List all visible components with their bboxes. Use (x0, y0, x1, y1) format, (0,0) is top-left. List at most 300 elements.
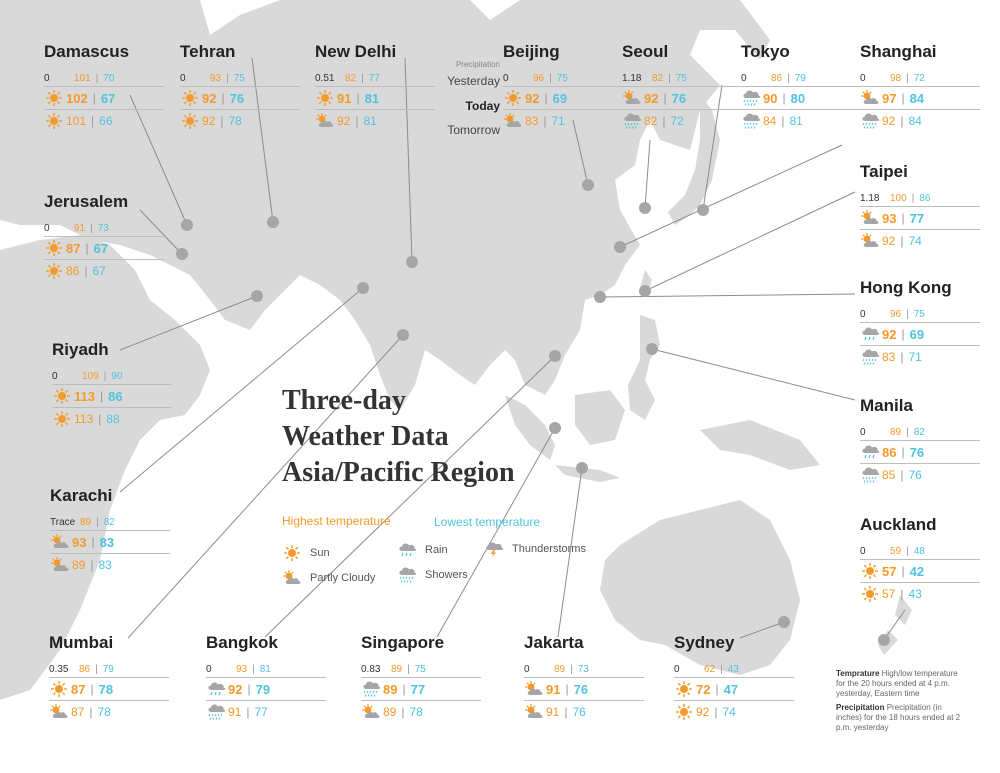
low-temp: 77 (909, 210, 925, 226)
sun-icon (180, 89, 200, 107)
divider: | (787, 72, 790, 84)
high-temp: 86 (771, 72, 783, 84)
high-temp: 72 (696, 681, 711, 697)
divider: | (662, 114, 666, 128)
leader-seoul (645, 140, 650, 208)
divider: | (91, 114, 95, 128)
leader-manila (652, 349, 855, 400)
showers-icon (622, 112, 642, 130)
divider: | (906, 72, 909, 84)
title-line-2: Weather Data (282, 421, 449, 452)
divider: | (220, 114, 224, 128)
legend-item-rain (397, 541, 448, 559)
city-marker-hong-kong (594, 291, 606, 303)
city-panel-sydney (674, 633, 794, 723)
city-marker-beijing (582, 179, 594, 191)
legend (282, 514, 602, 594)
high-temp: 96 (533, 72, 545, 84)
yesterday-row (44, 220, 164, 236)
legend-lowest-label: Lowest temperature (434, 515, 541, 529)
city-name: Jakarta (524, 633, 584, 652)
low-temp: 74 (722, 705, 736, 719)
low-temp: 76 (671, 90, 687, 106)
yesterday-row (315, 70, 435, 86)
precipitation-value: 0 (206, 663, 212, 675)
divider: | (544, 91, 548, 105)
city-panel-tehran (180, 42, 300, 132)
divider: | (96, 516, 99, 528)
high-temp: 89 (890, 426, 902, 438)
city-panel-damascus (44, 42, 164, 132)
partly-cloudy-icon (49, 703, 69, 721)
high-temp: 113 (74, 412, 94, 426)
city-marker-jerusalem (176, 248, 188, 260)
high-temp: 89 (554, 663, 566, 675)
low-temp: 43 (908, 587, 922, 601)
low-temp: 74 (908, 234, 922, 248)
high-temp: 98 (890, 72, 902, 84)
low-temp: 78 (409, 705, 423, 719)
low-temp: 72 (913, 72, 925, 84)
yesterday-row (741, 70, 861, 86)
city-panel-seoul (622, 42, 742, 132)
low-temp: 78 (228, 114, 242, 128)
low-temp: 67 (92, 264, 106, 278)
title-block (282, 383, 515, 491)
divider: | (99, 389, 104, 403)
low-temp: 75 (414, 663, 426, 675)
precipitation-value: 0 (860, 426, 866, 438)
row-label-today: Today (465, 99, 500, 113)
divider: | (98, 412, 102, 426)
sun-icon (315, 89, 335, 107)
city-panel-bangkok (206, 633, 326, 723)
today-row (361, 677, 481, 700)
divider: | (84, 264, 88, 278)
high-temp: 86 (66, 264, 80, 278)
high-temp: 62 (704, 663, 716, 675)
legend-item-partly-cloudy (282, 569, 375, 587)
showers-icon (206, 703, 226, 721)
tomorrow-row (49, 700, 169, 723)
low-temp: 83 (98, 558, 112, 572)
note-temperature-text: High/low temperature for the 20 hours ended at 4 p.m. yesterday, Eastern time (836, 669, 958, 698)
today-row (52, 384, 172, 407)
precipitation-value: 0 (524, 663, 530, 675)
high-temp: 92 (882, 326, 897, 342)
note-precipitation-text: Precipitation (in inches) for the 18 hours ended at 2 p.m. yesterday (836, 703, 961, 732)
partly-cloudy-icon (860, 209, 880, 227)
divider: | (715, 682, 719, 696)
high-temp: 57 (882, 587, 896, 601)
tomorrow-row (860, 229, 980, 252)
showers-icon (397, 566, 417, 584)
today-row (741, 86, 861, 109)
divider: | (570, 663, 573, 675)
divider: | (911, 192, 915, 204)
title-line-1: Three-day (282, 385, 406, 416)
high-temp: 87 (71, 681, 86, 697)
sun-icon (503, 89, 523, 107)
yesterday-row (206, 661, 326, 677)
city-marker-shanghai (614, 241, 626, 253)
sun-icon (44, 262, 64, 280)
legend-label-rain: Rain (425, 544, 448, 556)
city-marker-mumbai (397, 329, 409, 341)
sun-icon (49, 680, 69, 698)
divider: | (356, 91, 360, 105)
sun-icon (674, 703, 694, 721)
city-name: Mumbai (49, 633, 114, 652)
showers-icon (361, 680, 381, 698)
high-temp: 87 (66, 240, 81, 256)
divider: | (92, 91, 96, 105)
low-temp: 90 (111, 370, 123, 382)
yesterday-row (860, 70, 980, 86)
low-temp: 67 (93, 240, 109, 256)
high-temp: 102 (66, 90, 88, 106)
city-name: Jerusalem (44, 192, 129, 211)
yesterday-row (180, 70, 300, 86)
divider: | (901, 327, 905, 341)
legend-item-sun (282, 544, 330, 562)
city-panel-karachi (50, 486, 170, 576)
high-temp: 92 (337, 114, 351, 128)
divider: | (900, 468, 904, 482)
low-temp: 78 (98, 681, 114, 697)
low-temp: 66 (99, 114, 113, 128)
legend-label-partly-cloudy: Partly Cloudy (310, 572, 376, 584)
precipitation-value: 0 (741, 72, 747, 84)
partly-cloudy-icon (622, 89, 642, 107)
today-row (860, 322, 980, 345)
partly-cloudy-icon (503, 112, 523, 130)
divider: | (91, 535, 95, 549)
high-temp: 85 (882, 468, 896, 482)
showers-icon (741, 89, 761, 107)
city-marker-auckland (878, 634, 890, 646)
tomorrow-row (52, 407, 172, 430)
today-row (503, 86, 623, 109)
city-panel-tokyo (741, 42, 861, 132)
tomorrow-row (860, 463, 980, 486)
divider: | (221, 91, 225, 105)
today-row (180, 86, 300, 109)
low-temp: 76 (229, 90, 245, 106)
city-panel-beijing (503, 42, 623, 132)
today-row (50, 530, 170, 553)
low-temp: 79 (255, 681, 271, 697)
precipitation-value: 1.18 (622, 72, 642, 84)
yesterday-row (44, 70, 164, 86)
yesterday-row (860, 543, 980, 559)
city-name: Auckland (860, 515, 937, 534)
low-temp: 75 (913, 308, 925, 320)
high-temp: 101 (74, 72, 91, 84)
partly-cloudy-icon (524, 680, 544, 698)
city-marker-karachi (357, 282, 369, 294)
high-temp: 96 (890, 308, 902, 320)
high-temp: 91 (546, 681, 561, 697)
divider: | (252, 663, 255, 675)
high-temp: 86 (882, 444, 897, 460)
today-row (49, 677, 169, 700)
high-temp: 82 (345, 72, 357, 84)
precipitation-value: 0 (860, 72, 866, 84)
city-panel-shanghai (860, 42, 980, 132)
leader-hong-kong (600, 294, 855, 297)
high-temp: 89 (383, 681, 398, 697)
divider: | (714, 705, 718, 719)
low-temp: 81 (364, 90, 380, 106)
divider: | (900, 587, 904, 601)
divider: | (90, 682, 94, 696)
yesterday-row (49, 661, 169, 677)
high-temp: 101 (66, 114, 87, 128)
precipitation-value: 0 (860, 308, 866, 320)
tomorrow-row (503, 109, 623, 132)
divider: | (90, 222, 93, 234)
divider: | (95, 72, 99, 84)
sun-icon (860, 585, 880, 603)
legend-label-showers: Showers (425, 569, 468, 581)
city-name: Riyadh (52, 340, 109, 359)
tomorrow-row (44, 109, 164, 132)
precipitation-value: 0.51 (315, 72, 335, 84)
divider: | (89, 705, 93, 719)
precipitation-value: 1.18 (860, 192, 880, 204)
today-row (524, 677, 644, 700)
yesterday-row (52, 368, 172, 384)
row-label-precipitation: Precipitation (455, 60, 500, 69)
low-temp: 88 (106, 412, 120, 426)
high-temp: 89 (391, 663, 403, 675)
partly-cloudy-icon (860, 232, 880, 250)
today-row (44, 236, 164, 259)
divider: | (407, 663, 410, 675)
partly-cloudy-icon (524, 703, 544, 721)
divider: | (906, 545, 909, 557)
tomorrow-row (741, 109, 861, 132)
low-temp: 48 (913, 545, 925, 557)
sun-icon (282, 544, 302, 562)
divider: | (246, 705, 250, 719)
low-temp: 73 (97, 222, 109, 234)
yesterday-row (860, 424, 980, 440)
low-temp: 80 (790, 90, 806, 106)
divider: | (901, 91, 905, 105)
high-temp: 91 (74, 222, 86, 234)
high-temp: 93 (210, 72, 222, 84)
legend-label-sun: Sun (310, 547, 330, 559)
philippines-islands (628, 315, 660, 420)
divider: | (247, 682, 251, 696)
tomorrow-row (315, 109, 435, 132)
yesterday-row (50, 514, 170, 530)
low-temp: 73 (577, 663, 589, 675)
high-temp: 92 (882, 234, 896, 248)
divider: | (95, 663, 98, 675)
precipitation-value: 0 (674, 663, 680, 675)
precipitation-value: 0 (503, 72, 509, 84)
city-panel-jerusalem (44, 192, 164, 282)
divider: | (906, 426, 909, 438)
city-marker-jakarta (576, 462, 588, 474)
showers-icon (860, 348, 880, 366)
tomorrow-row (50, 553, 170, 576)
showers-icon (741, 112, 761, 130)
today-row (206, 677, 326, 700)
sun-icon (52, 410, 72, 428)
city-marker-tokyo (697, 204, 709, 216)
high-temp: 89 (72, 558, 86, 572)
low-temp: 79 (102, 663, 114, 675)
today-row (860, 559, 980, 582)
city-name: Bangkok (206, 633, 278, 652)
low-temp: 77 (254, 705, 268, 719)
divider: | (103, 370, 107, 382)
precipitation-value: 0 (860, 545, 866, 557)
today-row (622, 86, 742, 109)
city-name: Sydney (674, 633, 735, 652)
city-marker-damascus (181, 219, 193, 231)
divider: | (355, 114, 359, 128)
today-row (315, 86, 435, 109)
footnotes (836, 669, 966, 733)
tomorrow-row (524, 700, 644, 723)
low-temp: 75 (675, 72, 687, 84)
thunderstorm-icon (484, 540, 504, 558)
tomorrow-row (674, 700, 794, 723)
city-name: Hong Kong (860, 278, 952, 297)
sun-icon (52, 387, 72, 405)
title-line-3: Asia/Pacific Region (282, 457, 515, 488)
low-temp: 76 (573, 681, 589, 697)
city-marker-bangkok (549, 350, 561, 362)
divider: | (402, 682, 406, 696)
city-panel-hong-kong (860, 278, 980, 368)
precipitation-value: 0 (44, 222, 50, 234)
low-temp: 82 (103, 516, 115, 528)
high-temp: 87 (71, 705, 85, 719)
today-row (860, 440, 980, 463)
low-temp: 81 (363, 114, 377, 128)
tomorrow-row (180, 109, 300, 132)
tomorrow-row (860, 582, 980, 605)
tomorrow-row (860, 345, 980, 368)
yesterday-row (860, 306, 980, 322)
sun-icon (674, 680, 694, 698)
tomorrow-row (44, 259, 164, 282)
legend-item-showers (397, 566, 468, 584)
low-temp: 76 (908, 468, 922, 482)
low-temp: 82 (913, 426, 925, 438)
yesterday-row (503, 70, 623, 86)
precipitation-value: 0.35 (49, 663, 69, 675)
divider: | (900, 350, 904, 364)
yesterday-row (622, 70, 742, 86)
divider: | (782, 91, 786, 105)
sun-icon (44, 89, 64, 107)
low-temp: 47 (723, 681, 739, 697)
note-temperature-head: Temprature (836, 669, 880, 678)
city-marker-tehran (267, 216, 279, 228)
city-name: Karachi (50, 486, 113, 505)
rain-icon (397, 541, 417, 559)
divider: | (901, 564, 905, 578)
city-marker-riyadh (251, 290, 263, 302)
precipitation-value: 0 (52, 370, 58, 382)
low-temp: 76 (909, 444, 925, 460)
yesterday-row (361, 661, 481, 677)
low-temp: 75 (556, 72, 568, 84)
city-marker-manila (646, 343, 658, 355)
today-row (860, 206, 980, 229)
high-temp: 92 (202, 90, 217, 106)
today-row (44, 86, 164, 109)
sun-icon (860, 562, 880, 580)
legend-highest-label: Highest temperature (282, 514, 391, 528)
city-name: Shanghai (860, 42, 937, 61)
borneo-island (575, 390, 625, 445)
low-temp: 86 (108, 388, 123, 404)
divider: | (906, 308, 909, 320)
city-name: Manila (860, 396, 913, 415)
leader-shanghai (620, 145, 842, 247)
rain-icon (206, 680, 226, 698)
divider: | (901, 211, 905, 225)
high-temp: 59 (890, 545, 902, 557)
high-temp: 83 (525, 114, 539, 128)
showers-icon (860, 112, 880, 130)
today-row (674, 677, 794, 700)
partly-cloudy-icon (282, 569, 302, 587)
today-row (860, 86, 980, 109)
low-temp: 84 (909, 90, 925, 106)
city-name: New Delhi (315, 42, 397, 61)
high-temp: 92 (228, 681, 243, 697)
high-temp: 91 (228, 705, 242, 719)
low-temp: 81 (259, 663, 271, 675)
city-name: Singapore (361, 633, 445, 652)
low-temp: 71 (551, 114, 565, 128)
low-temp: 75 (233, 72, 245, 84)
city-name: Tokyo (741, 42, 790, 61)
city-name: Tehran (180, 42, 236, 61)
rain-icon (860, 325, 880, 343)
low-temp: 67 (100, 90, 116, 106)
high-temp: 90 (763, 90, 778, 106)
sun-icon (44, 112, 64, 130)
high-temp: 93 (72, 534, 87, 550)
high-temp: 92 (644, 90, 659, 106)
divider: | (564, 705, 568, 719)
high-temp: 93 (236, 663, 248, 675)
divider: | (401, 705, 405, 719)
showers-icon (860, 466, 880, 484)
divider: | (90, 558, 94, 572)
city-panel-taipei (860, 162, 980, 252)
divider: | (549, 72, 552, 84)
divider: | (565, 682, 569, 696)
high-temp: 93 (882, 210, 897, 226)
divider: | (226, 72, 229, 84)
low-temp: 79 (794, 72, 806, 84)
city-name: Beijing (503, 42, 560, 61)
low-temp: 86 (919, 192, 931, 204)
high-temp: 92 (525, 90, 540, 106)
high-temp: 92 (696, 705, 710, 719)
